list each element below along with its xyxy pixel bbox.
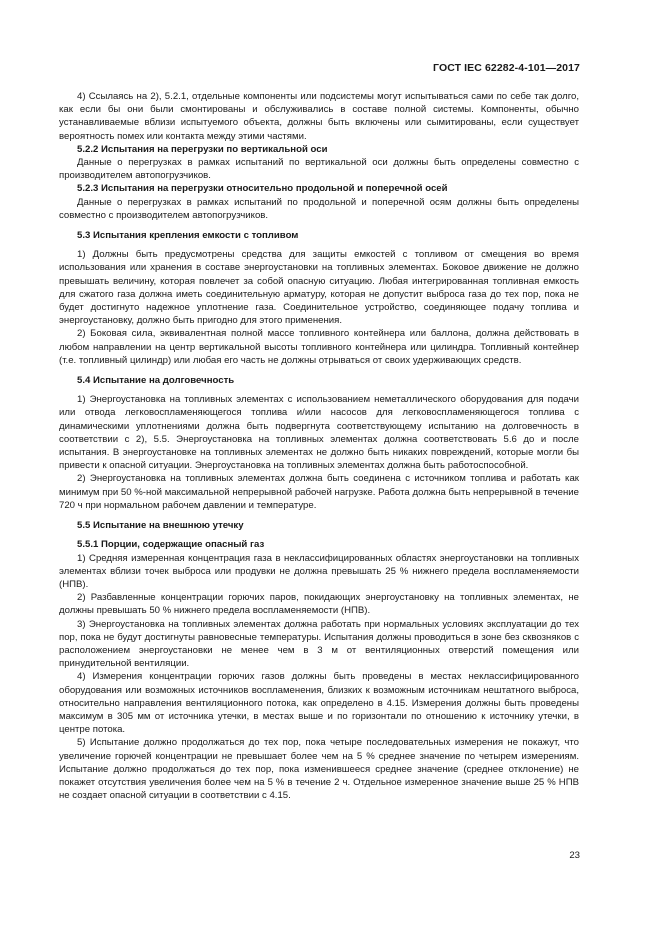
paragraph: 1) Энергоустановка на топливных элементах с использованием неметаллического оборудования для подачи или отвода легковоспламеняющегося топлива и/или насосов для легковоспламеняющегося топлива с динамическими уплотнениями должна быть подвергнута соответствующему испытанию на долговечность в соответствии с 2), 5.5. Энергоустановка на топливных элементах должна соответствовать 5.6 до и после испытания. В энергоустановке на топливных элементах не должно быть никаких повреждений, которые могли бы привести к опасной ситуации. Энергоустановка на топливных элементах должна быть работоспособной. xyxy=(59,394,579,472)
paragraph: 1) Средняя измеренная концентрация газа в неклассифицированных областях энергоустановки на топливных элементах вблизи точек выброса или продувки не должна превышать 25 % нижнего предела воспламеняемости (НПВ). xyxy=(59,552,579,590)
paragraph: 2) Разбавленные концентрации горючих паров, покидающих энергоустановку на топливных элементах, не должны превышать 50 % нижнего предела воспламеняемости (НПВ). xyxy=(59,592,579,617)
paragraph: 2) Энергоустановка на топливных элементах должна быть соединена с источником топлива и работать как минимум при 50 %-ной максимальной непрерывной рабочей нагрузке. Работа должна быть непрерывной в течение 720 ч при нормальном рабочем давлении и температуре. xyxy=(59,473,579,511)
paragraph: Данные о перегрузках в рамках испытаний по вертикальной оси должны быть определены совместно с производителем автопогрузчиков. xyxy=(59,157,579,182)
paragraph: 4) Ссылаясь на 2), 5.2.1, отдельные компоненты или подсистемы могут испытываться сами по себе так долго, как если бы они были смонтированы и обслуживались в составе полной системы. Компоненты, обычно устанавливаемые вблизи испытуемого объекта, должны быть включены или сымитированы, если существует вероятность помех или контакта между этими частями. xyxy=(59,91,579,142)
page-number: 23 xyxy=(569,850,580,861)
subsection-heading: 5.2.2 Испытания на перегрузки по вертикальной оси xyxy=(77,143,328,155)
section-heading: 5.5 Испытание на внешнюю утечку xyxy=(77,520,244,532)
paragraph: 4) Измерения концентрации горючих газов должны быть проведены в местах неклассифицированного оборудования или возможных источников воспламенения, близких к возможным источникам нештатного выброса, относительно направления вентиляционного потока, как определено в 4.15. Измерения должны быть проведены максимум в 305 мм от источника утечки, в местах выше и по горизонтали по отношению к источнику утечки, в центре потока. xyxy=(59,671,579,736)
section-heading: 5.4 Испытание на долговечность xyxy=(77,375,235,387)
paragraph: 1) Должны быть предусмотрены средства для защиты емкостей с топливом от смещения во время использования или хранения в составе энергоустановки на топливных элементах. Боковое движение не должно превышать величину, которая повлечет за собой опасную ситуацию. Любая интегрированная топливная емкость для сжатого газа должна иметь соединительную арматуру, которая не допустит выброса газа до тех пор, пока не будет достигнуто надежное уплотнение газа. Соединительное устройство, соединяющее подачу топлива и энергоустановку, должно быть пригодно для этого применения. xyxy=(59,249,579,327)
document-body xyxy=(59,90,579,802)
subsection-heading: 5.2.3 Испытания на перегрузки относительно продольной и поперечной осей xyxy=(77,183,448,195)
paragraph: 5) Испытание должно продолжаться до тех пор, пока четыре последовательных измерения не покажут, что увеличение горючей концентрации не превышает более чем на 5 % среднее значение по четырем измерениям. Испытание должно продолжаться до тех пор, пока изменившееся среднее значение (среднее отклонение) не покажет отсутствия увеличения более чем на 5 % в течение 2 ч. Отдельное измеренное значение выше 25 % НПВ не создает опасной ситуации в соответствии с 4.15. xyxy=(59,737,579,802)
paragraph: Данные о перегрузках в рамках испытаний по продольной и поперечной осям должны быть определены совместно с производителем автопогрузчиков. xyxy=(59,196,579,221)
paragraph: 2) Боковая сила, эквивалентная полной массе топливного контейнера или баллона, должна действовать в любом направлении на центр вертикальной высоты топливного контейнера или цилиндра. Топливный контейнер (т.е. топливный цилиндр) или любая его часть не должны отрываться от своих удерживающих средств. xyxy=(59,328,579,366)
section-heading: 5.3 Испытания крепления емкости с топливом xyxy=(77,230,299,242)
document-header: ГОСТ IEC 62282-4-101—2017 xyxy=(433,62,580,74)
paragraph: 3) Энергоустановка на топливных элементах должна работать при нормальных условиях эксплуатации до тех пор, пока не будут достигнуты равновесные температуры. Испытания должны проводиться в зоне без сквозняков с расположением энергоустановки не менее чем в 3 м от вентиляционных отверстий помещения или принудительной вентиляции. xyxy=(59,618,579,670)
subsection-heading: 5.5.1 Порции, содержащие опасный газ xyxy=(77,539,265,551)
